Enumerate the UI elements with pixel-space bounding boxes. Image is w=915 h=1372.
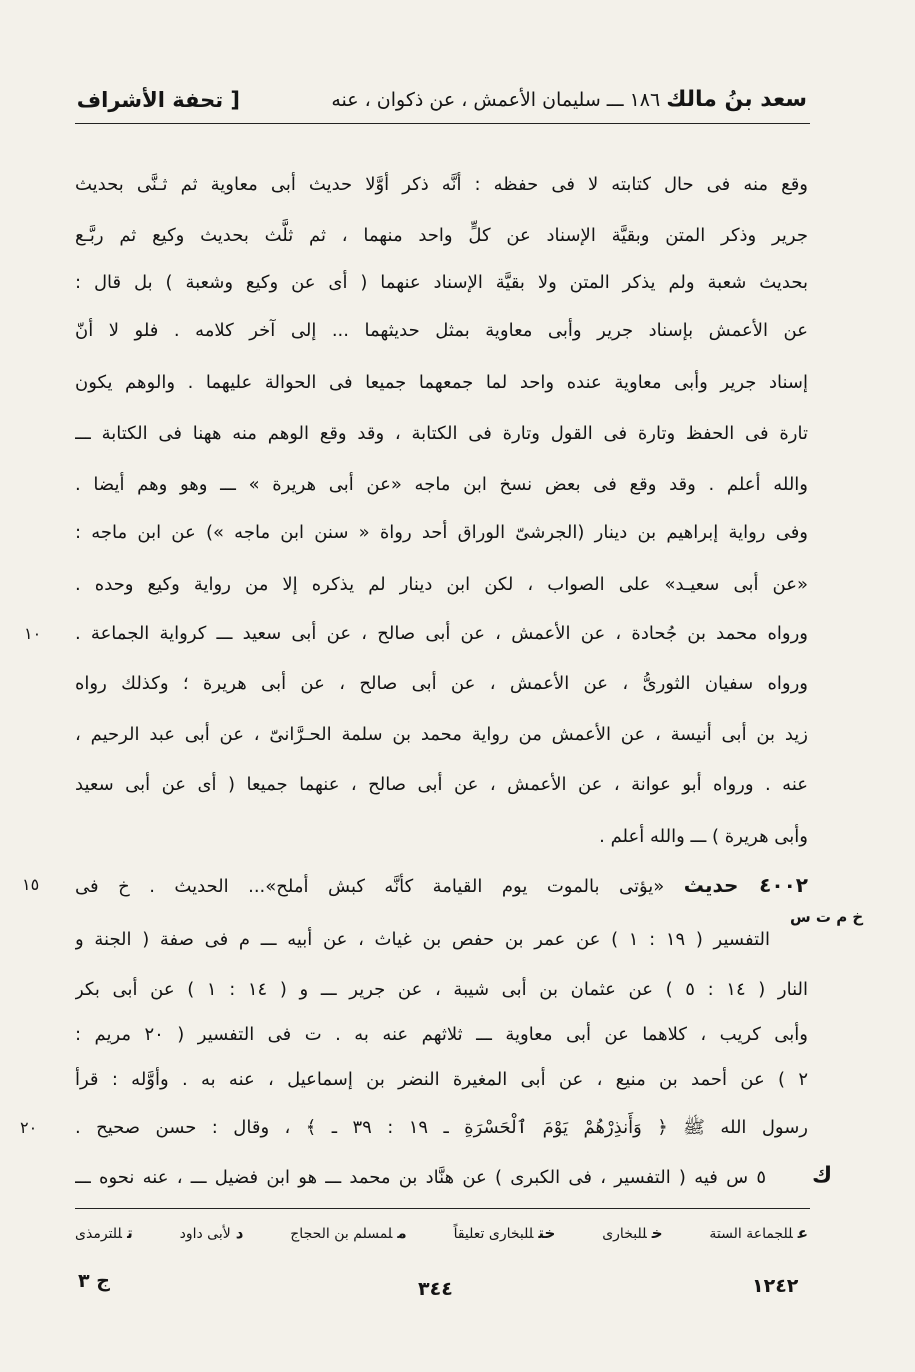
text-line: وأبى هريرة ) ـــ والله أعلم .	[599, 826, 808, 847]
text-line: ٢ ) عن أحمد بن منيع ، عن أبى المغيرة النضر بن إسماعيل ، عنه به . وأوَّله : قرأ	[75, 1069, 808, 1090]
quran-citation-line: رسول الله ﷺ ﴿ وَأَنذِرْهُمْ يَوْمَ ٱلْحَسْرَةِ ـ ١٩ : ٣٩ ـ ﴾ ، وقال : حسن صحيح .	[75, 1117, 808, 1138]
text-line: زيد بن أبى أنيسة ، عن الأعمش من رواية محمد بن سلمة الحـرَّانىّ ، عن أبى عبد الرحيم ،	[75, 724, 808, 745]
sigla-legend	[75, 1218, 808, 1248]
text-line: النار ( ١٤ : ٥ ) عن عثمان بن أبى شيبة ، عن جرير ـــ و ( ١٤ : ١ ) عن أبى بكر	[75, 979, 808, 1000]
legend-item: عللجماعة الستة	[709, 1224, 808, 1242]
hadith-number: ٤٠٠٢ حديث	[683, 873, 808, 897]
text-line: «عن أبى سعيـد» على الصواب ، لكن ابن دينار لم يذكره إلا من رواية وكيع وحده .	[75, 574, 808, 595]
footnote-rule	[75, 1208, 810, 1209]
text-line: جرير وذكر المتن وبقيَّة الإسناد عن كلٍّ واحد منهما ، ثم ثلَّث بحديث وكيع ثم ربَّـع	[75, 225, 808, 246]
text-line: تارة فى الحفظ وتارة فى القول وتارة فى الكتابة ، وقد وقع الوهم منه ههنا فى الكتابة ـــ	[75, 423, 808, 444]
text-line: وفى رواية إبراهيم بن دينار (الجرشىّ الوراق أحد رواة « سنن ابن ماجه ») عن ابن ماجه :	[75, 522, 808, 543]
text-line: ٥ س فيه ( التفسير ، فى الكبرى ) عن هنَّاد بن محمد ـــ هو ابن فضيل ـــ ، عنه نحوه ـــ	[75, 1167, 766, 1188]
page-number: ٣٤٤	[418, 1278, 453, 1300]
text-line: إسناد جرير وأبى معاوية عنده واحد لما جمعهما جميعا فى الحوالة عليهما . والوهم يكون	[75, 372, 808, 393]
legend-item: تللترمذى	[75, 1224, 133, 1242]
hadith-text: «يؤتى بالموت يوم القيامة كأنَّه كبش أملح»... الحديث . خ فى	[75, 876, 665, 897]
header-rule	[75, 123, 810, 124]
text-line: عن الأعمش بإسناد جرير وأبى معاوية بمثل حديثهما ... إلى آخر كلامه . فلو لا أنّ	[75, 320, 808, 341]
header-book-title: [ تحفة الأشراف	[76, 88, 240, 112]
header-name: سعد بنُ مالك	[666, 87, 807, 112]
hadith-entry-line	[75, 865, 808, 905]
text-line: ورواه محمد بن جُحادة ، عن الأعمش ، عن أبى صالح ، عن أبى سعيد ـــ كرواية الجماعة .	[75, 623, 808, 644]
text-line: والله أعلم . وقد وقع فى بعض نسخ ابن ماجه «عن أبى هريرة » ـــ وهو وهم أيضا .	[75, 474, 808, 495]
legend-item: ختللبخارى تعليقاً	[453, 1224, 556, 1242]
text-line: ورواه سفيان الثورىُّ ، عن الأعمش ، عن أبى صالح ، عن أبى هريرة ؛ وكذلك رواه	[75, 673, 808, 694]
volume-number: ج ٣	[78, 1270, 110, 1292]
line-number-10: ١٠	[24, 624, 42, 643]
source-sigla: خ م ت س	[790, 908, 864, 926]
line-number-15: ١٥	[22, 875, 40, 894]
running-header	[331, 80, 807, 120]
text-line: وأبى كريب ، كلاهما عن أبى معاوية ـــ ثلاثهم عنه به . ت فى التفسير ( ٢٠ مريم :	[75, 1024, 808, 1045]
text-line: بحديث شعبة ولم يذكر المتن ولا بقيَّة الإسناد عنهما ( أى عن وكيع وشعبة ) بل قال :	[75, 272, 808, 293]
margin-mark-k: ك	[812, 1163, 833, 1188]
text-line: عنه . ورواه أبو عوانة ، عن الأعمش ، عن أبى صالح ، عنهما جميعا ( أى عن أبى سعيد	[75, 774, 808, 795]
legend-item: ملمسلم بن الحجاج	[290, 1224, 407, 1242]
line-number-20: ٢٠	[20, 1118, 38, 1137]
legend-item: خللبخارى	[602, 1224, 663, 1242]
header-rest: ١٨٦ ـــ سليمان الأعمش ، عن ذكوان ، عنه	[331, 89, 661, 111]
text-line: التفسير ( ١٩ : ١ ) عن عمر بن حفص بن غياث ، عن أبيه ـــ م فى صفة ( الجنة و	[75, 929, 770, 950]
text-line: وقع منه فى حال كتابته لا فى حفظه : أنَّه ذكر أوَّلا حديث أبى معاوية ثم ثـنَّى بحديث	[75, 174, 808, 195]
legend-item: دلأبى داود	[179, 1224, 244, 1242]
entry-number: ١٢٤٢	[752, 1275, 799, 1297]
